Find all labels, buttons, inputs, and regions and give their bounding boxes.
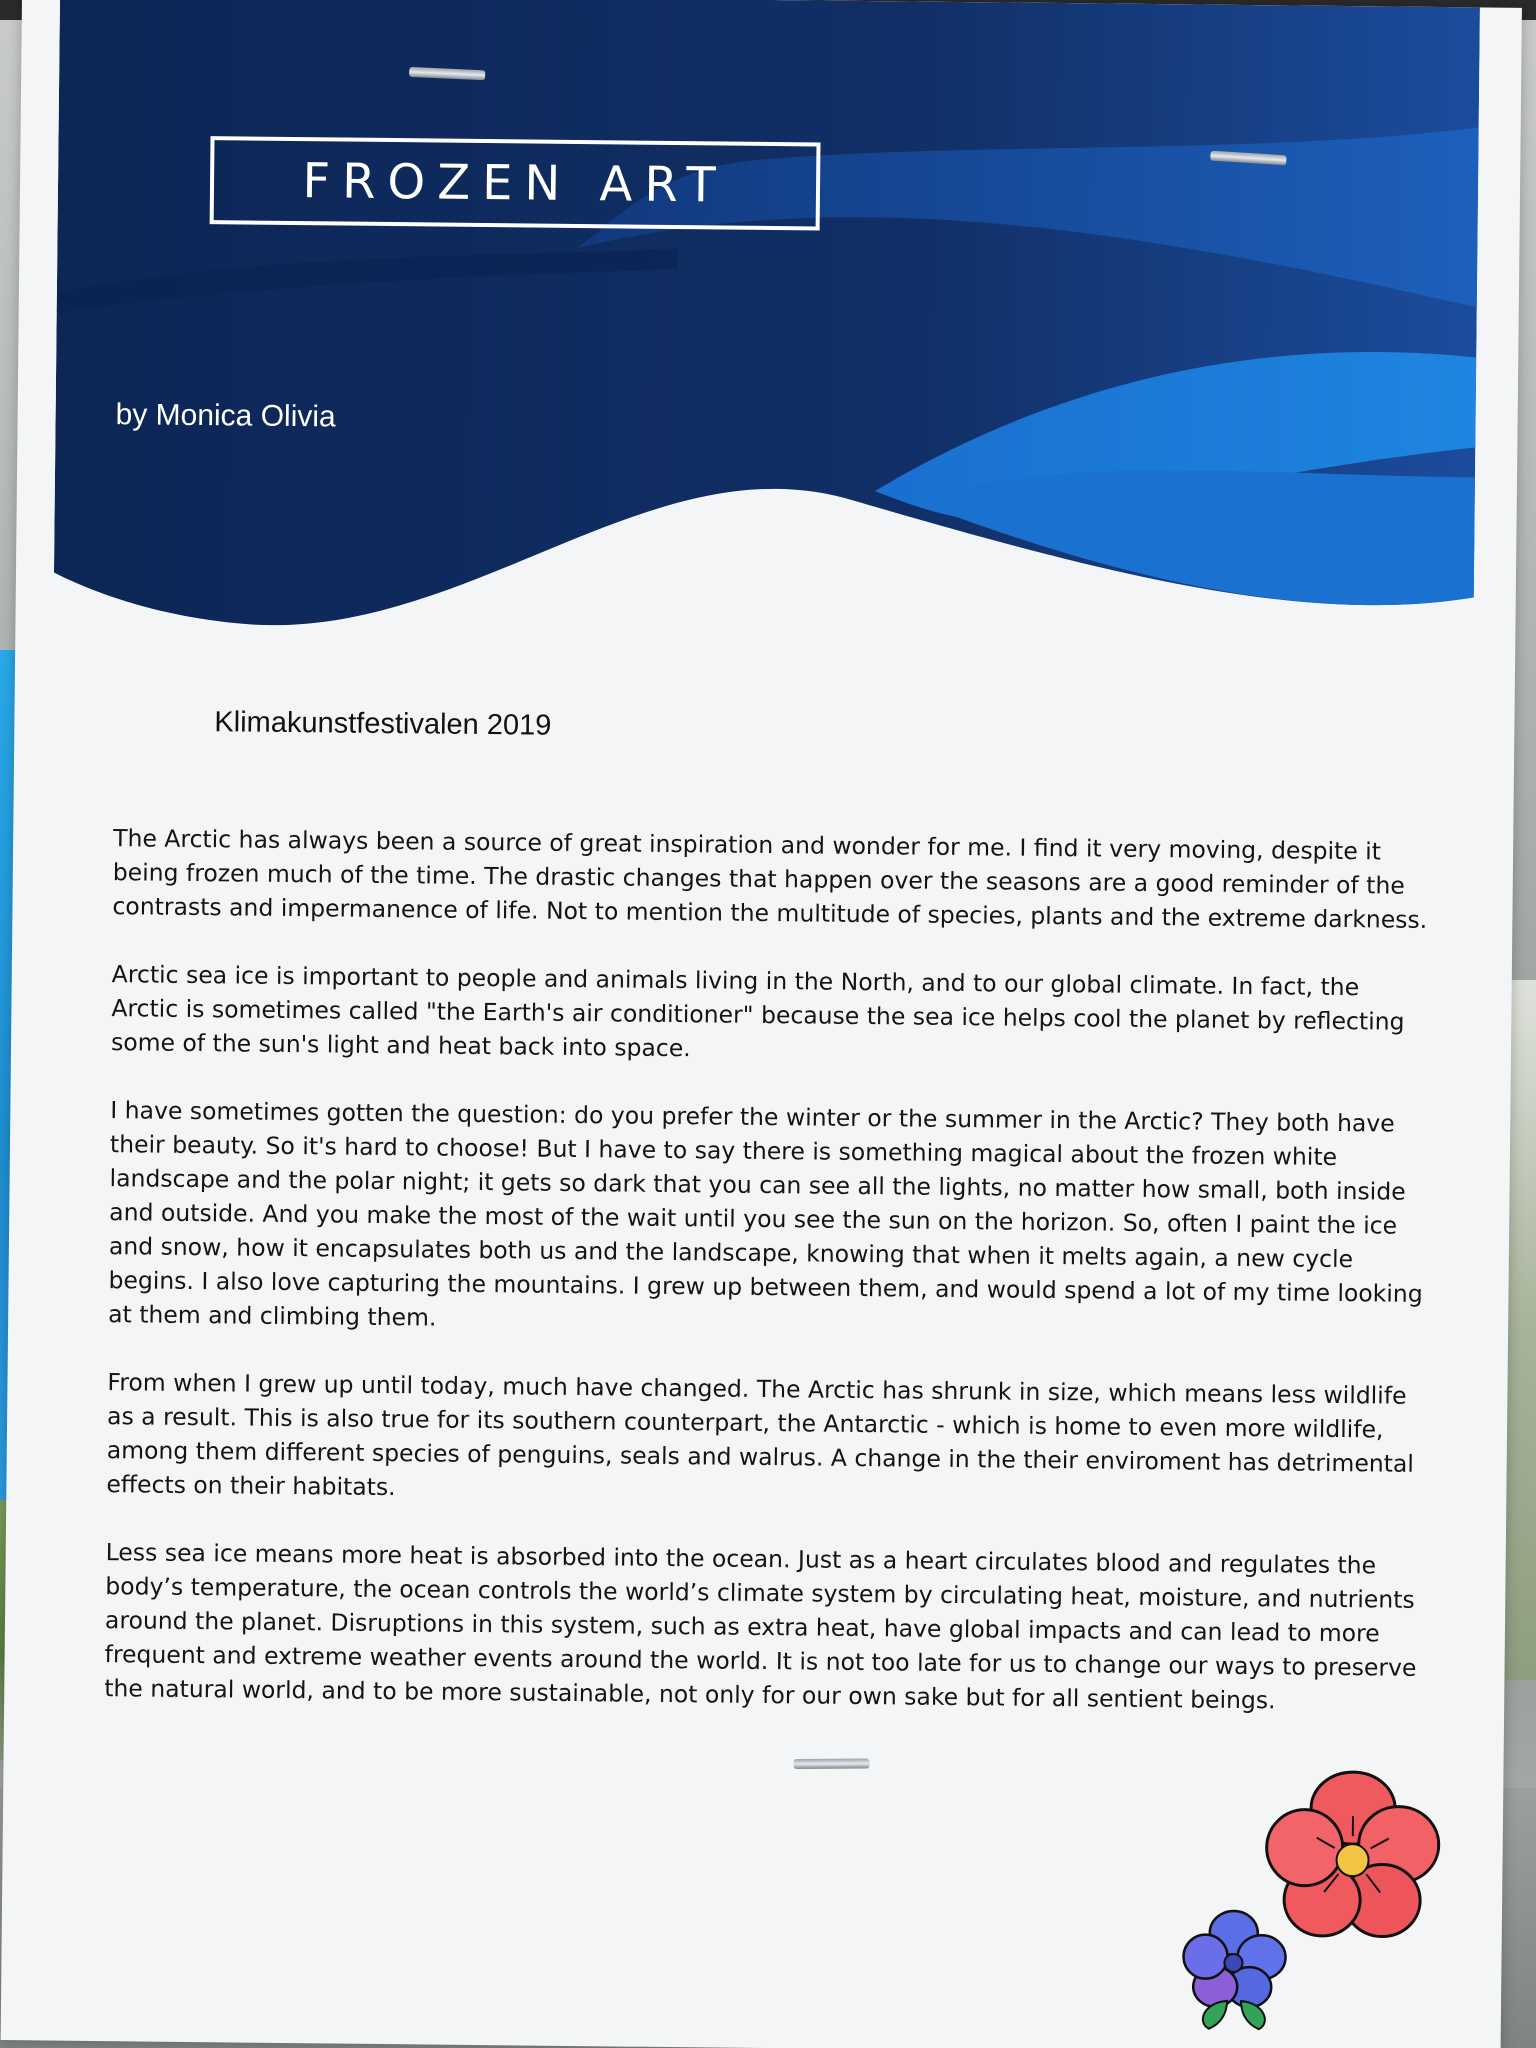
festival-heading: Klimakunstfestivalen 2019 (214, 706, 552, 742)
header-banner (53, 0, 1480, 647)
wave-banner-graphic (53, 0, 1480, 647)
paragraph: The Arctic has always been a source of great inspiration and wonder for me. I find it very moving, despite it being frozen much of the time. The drastic changes that happen over the seasons are a good reminder of the contrasts and impermanence of life. Not to mention the multitude of species, plants and the extreme darkness. (112, 824, 1428, 934)
title-frame (210, 136, 821, 230)
poster-title: FROZEN ART (302, 153, 728, 214)
blue-flower-icon (1183, 1910, 1286, 2029)
artist-byline: by Monica Olivia (115, 398, 336, 434)
red-flower-icon (1266, 1771, 1440, 1937)
poster-sheet (1, 0, 1522, 2048)
paragraph: Less sea ice means more heat is absorbed into the ocean. Just as a heart circulates blood and regulates the body’s temperature, the ocean controls the world’s climate system by circulating heat, moisture, and nutrients around the planet. Disruptions in this system, such as extra heat, have global impacts and can lead to more frequent and extreme weather events around the world. It is not too late for us to change our ways to preserve the natural world, and to be more sustainable, not only for our own sake but for all sentient beings. (104, 1538, 1417, 1715)
body-text (104, 821, 1434, 1753)
flower-illustration (1161, 1764, 1484, 2047)
paragraph: I have sometimes gotten the question: do you prefer the winter or the summer in the Arctic? They both have their beauty. So it's hard to choose! But I have to say there is something magical about the frozen white landscape and the polar night; it gets so dark that you can see all the lights, no matter how small, both inside and outside. And you make the most of the wait until you see the sun on the horizon. So, often I paint the ice and snow, how it encapsulates both us and the landscape, knowing that when it melts again, a new cycle begins. I also love capturing the mountains. I grew up between them, and would spend a lot of my time looking at them and climbing them. (108, 1096, 1423, 1332)
staple-icon (794, 1758, 870, 1769)
paragraph: From when I grew up until today, much have changed. The Arctic has shrunk in size, which means less wildlife as a result. This is also true for its southern counterpart, the Antarctic - which is home to even more wildlife, among them different species of penguins, seals and walrus. A change in the their enviroment has detrimental effects on their habitats. (106, 1368, 1415, 1502)
flowers-graphic (1161, 1764, 1484, 2047)
paragraph: Arctic sea ice is important to people and animals living in the North, and to our global climate. In fact, the Arctic is sometimes called "the Earth's air conditioner" because the sea ice helps cool the planet by reflecting some of the sun's light and heat back into space. (110, 960, 1405, 1063)
